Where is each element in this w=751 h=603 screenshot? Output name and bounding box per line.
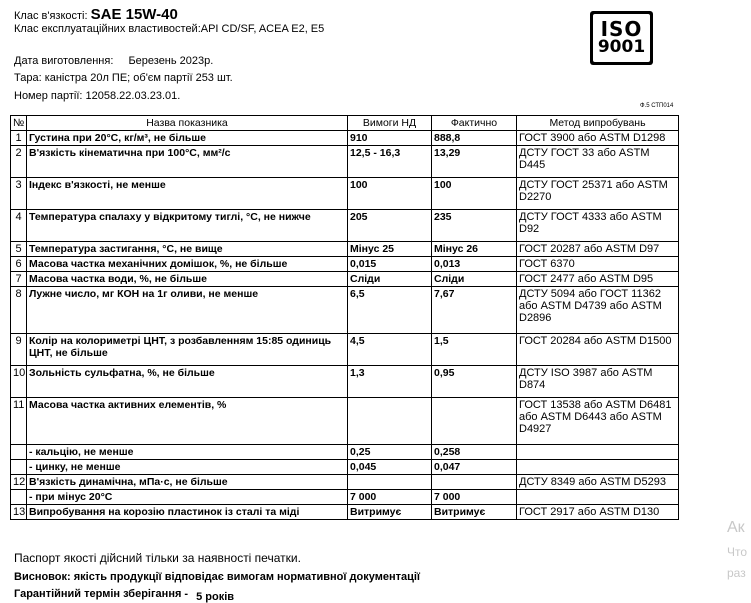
production-value: Березень 2023р. — [128, 55, 214, 67]
row-actual: 0,258 — [432, 445, 517, 460]
table-row — [11, 242, 679, 257]
table-row — [11, 490, 679, 505]
iso-logo-line1: ISO — [600, 17, 643, 42]
table-row — [11, 398, 679, 445]
row-method: ДСТУ ISO 3987 або ASTM D874 — [517, 366, 679, 398]
row-requirement: 4,5 — [348, 334, 432, 366]
table-row — [11, 334, 679, 366]
row-name: Випробування на корозію пластинок із сталі та міді — [27, 505, 348, 520]
row-name: - цинку, не менше — [27, 460, 348, 475]
row-method: ГОСТ 2917 або ASTM D130 — [517, 505, 679, 520]
row-requirement: 100 — [348, 178, 432, 210]
row-number: 11 — [11, 398, 27, 445]
row-requirement: Мінус 25 — [348, 242, 432, 257]
col-header-method: Метод випробувань — [517, 116, 679, 131]
row-number: 1 — [11, 131, 27, 146]
row-requirement: Витримує — [348, 505, 432, 520]
row-number: 9 — [11, 334, 27, 366]
row-number: 10 — [11, 366, 27, 398]
row-actual: 0,047 — [432, 460, 517, 475]
row-method — [517, 445, 679, 460]
row-number: 13 — [11, 505, 27, 520]
table-row — [11, 146, 679, 178]
row-name: - при мінус 20°С — [27, 490, 348, 505]
row-actual — [432, 475, 517, 490]
table-row — [11, 210, 679, 242]
row-name: Індекс в'язкості, не менше — [27, 178, 348, 210]
row-name: Зольність сульфатна, %, не більше — [27, 366, 348, 398]
row-actual: 888,8 — [432, 131, 517, 146]
row-requirement — [348, 398, 432, 445]
row-method: ГОСТ 20287 або ASTM D97 — [517, 242, 679, 257]
table-row — [11, 505, 679, 520]
viscosity-value: SAE 15W-40 — [90, 6, 178, 23]
row-requirement: 910 — [348, 131, 432, 146]
row-name: Масова частка механічних домішок, %, не більше — [27, 257, 348, 272]
row-actual: 235 — [432, 210, 517, 242]
row-name: Колір на колориметрі ЦНТ, з розбавленням 15:85 одиниць ЦНТ, не більше — [27, 334, 348, 366]
row-name: В'язкість динамічна, мПа·с, не більше — [27, 475, 348, 490]
col-header-requirement: Вимоги НД — [348, 116, 432, 131]
row-requirement: 1,3 — [348, 366, 432, 398]
table-row — [11, 131, 679, 146]
iso-logo-line2: 9001 — [597, 37, 646, 58]
row-actual: 13,29 — [432, 146, 517, 178]
row-requirement: 0,015 — [348, 257, 432, 272]
watermark-line2: Что — [727, 545, 748, 559]
warranty-label: Гарантійний термін зберігання - — [14, 588, 189, 600]
production-date — [14, 55, 213, 67]
form-code: Ф.5 СТП014 — [640, 103, 674, 109]
row-method: ДСТУ ГОСТ 25371 або ASTM D2270 — [517, 178, 679, 210]
row-method: ДСТУ ГОСТ 4333 або ASTM D92 — [517, 210, 679, 242]
row-name: Густина при 20°С, кг/м³, не більше — [27, 131, 348, 146]
row-number: 2 — [11, 146, 27, 178]
warranty — [14, 588, 235, 603]
row-actual: 0,013 — [432, 257, 517, 272]
table-row — [11, 475, 679, 490]
batch-number: Номер партії: 12058.22.03.23.01. — [14, 90, 181, 102]
row-actual: 7 000 — [432, 490, 517, 505]
watermark-line3: раз — [727, 566, 746, 580]
row-actual: 7,67 — [432, 287, 517, 334]
row-actual: Витримує — [432, 505, 517, 520]
table-header-row — [11, 116, 679, 131]
row-requirement: 7 000 — [348, 490, 432, 505]
table-row — [11, 366, 679, 398]
row-name: - кальцію, не менше — [27, 445, 348, 460]
row-method: ГОСТ 6370 — [517, 257, 679, 272]
row-number: 3 — [11, 178, 27, 210]
row-requirement: 6,5 — [348, 287, 432, 334]
table-row — [11, 445, 679, 460]
row-number: 8 — [11, 287, 27, 334]
row-number — [11, 445, 27, 460]
row-requirement: Сліди — [348, 272, 432, 287]
row-method: ДСТУ 5094 або ГОСТ 11362 або ASTM D4739 або ASTM D2896 — [517, 287, 679, 334]
row-actual — [432, 398, 517, 445]
row-actual: 0,95 — [432, 366, 517, 398]
row-number: 7 — [11, 272, 27, 287]
performance-class: Клас експлуатаційних властивостей:API CD/SF, ACEA E2, E5 — [14, 23, 325, 35]
row-actual: Мінус 26 — [432, 242, 517, 257]
warranty-value: 5 років — [196, 591, 235, 603]
table-row — [11, 257, 679, 272]
row-name: Масова частка активних елементів, % — [27, 398, 348, 445]
row-method — [517, 490, 679, 505]
row-method — [517, 460, 679, 475]
row-name: В'язкість кінематична при 100°С, мм²/с — [27, 146, 348, 178]
row-method: ГОСТ 20284 або ASTM D1500 — [517, 334, 679, 366]
watermark-line1: Ак — [727, 519, 745, 536]
col-header-name: Назва показника — [27, 116, 348, 131]
row-requirement — [348, 475, 432, 490]
row-number — [11, 490, 27, 505]
col-header-actual: Фактично — [432, 116, 517, 131]
row-requirement: 12,5 - 16,3 — [348, 146, 432, 178]
table-row — [11, 287, 679, 334]
row-actual: Сліди — [432, 272, 517, 287]
table-row — [11, 460, 679, 475]
row-method: ГОСТ 13538 або ASTM D6481 або ASTM D6443 або ASTM D4927 — [517, 398, 679, 445]
iso-9001-logo — [590, 11, 653, 65]
row-name: Температура застигання, °С, не вище — [27, 242, 348, 257]
row-number: 4 — [11, 210, 27, 242]
row-name: Масова частка води, %, не більше — [27, 272, 348, 287]
row-name: Лужне число, мг КОН на 1г оливи, не менше — [27, 287, 348, 334]
row-number: 6 — [11, 257, 27, 272]
validity-note: Паспорт якості дійсний тільки за наявності печатки. — [14, 551, 301, 565]
row-number: 5 — [11, 242, 27, 257]
production-label: Дата виготовлення: — [14, 55, 114, 67]
row-method: ДСТУ ГОСТ 33 або ASTM D445 — [517, 146, 679, 178]
row-actual: 1,5 — [432, 334, 517, 366]
table-row — [11, 178, 679, 210]
col-header-num: № — [11, 116, 27, 131]
conclusion: Висновок: якість продукції відповідає вимогам нормативної документації — [14, 571, 421, 583]
row-requirement: 205 — [348, 210, 432, 242]
table-row — [11, 272, 679, 287]
viscosity-label: Клас в'язкості: — [14, 10, 88, 22]
package-info: Тара: каністра 20л ПЕ; об'єм партії 253 шт. — [14, 72, 233, 84]
row-actual: 100 — [432, 178, 517, 210]
row-requirement: 0,25 — [348, 445, 432, 460]
row-method: ДСТУ 8349 або ASTM D5293 — [517, 475, 679, 490]
row-name: Температура спалаху у відкритому тиглі, °С, не нижче — [27, 210, 348, 242]
row-requirement: 0,045 — [348, 460, 432, 475]
row-method: ГОСТ 2477 або ASTM D95 — [517, 272, 679, 287]
row-number — [11, 460, 27, 475]
row-number: 12 — [11, 475, 27, 490]
row-method: ГОСТ 3900 або ASTM D1298 — [517, 131, 679, 146]
specification-table — [10, 115, 679, 520]
viscosity-class — [14, 6, 178, 23]
